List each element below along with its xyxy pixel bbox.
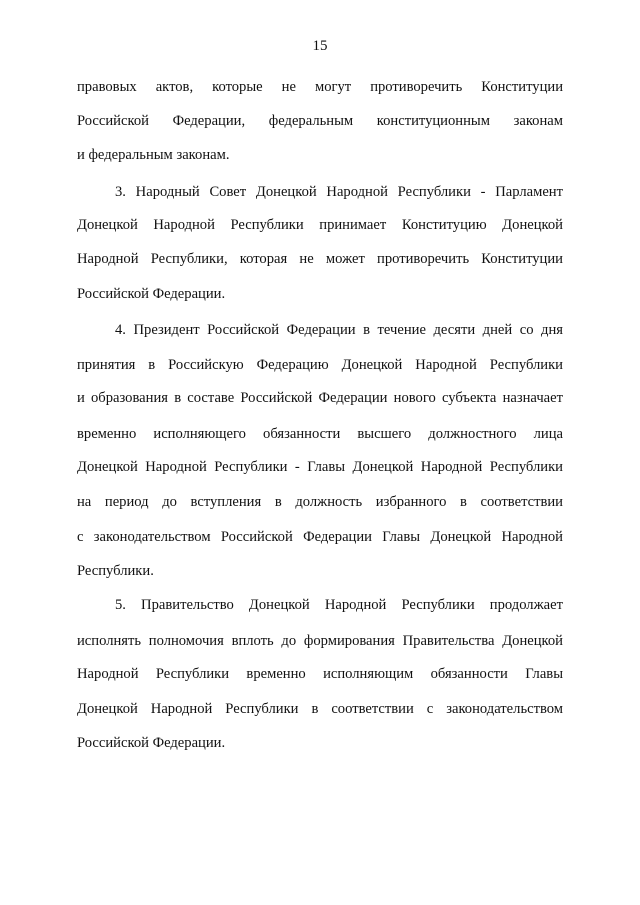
text-line: Донецкой Народной Республики принимает Конституцию Донецкой xyxy=(77,217,563,233)
text-line: правовых актов, которые не могут противоречить Конституции xyxy=(77,79,563,95)
text-line: Народной Республики временно исполняющим обязанности Главы xyxy=(77,666,563,682)
paragraph-3-first-line: 3. Народный Совет Донецкой Народной Республики - Парламент xyxy=(115,184,563,200)
text-line: Донецкой Народной Республики - Главы Донецкой Народной Республики xyxy=(77,459,563,475)
text-line: и образования в составе Российской Федерации нового субъекта назначает xyxy=(77,390,563,406)
text-line: временно исполняющего обязанности высшего должностного лица xyxy=(77,426,563,442)
text-line: Российской Федерации. xyxy=(77,286,226,302)
text-line: Российской Федерации, федеральным конституционным законам xyxy=(77,113,563,129)
paragraph-4-first-line: 4. Президент Российской Федерации в течение десяти дней со дня xyxy=(115,322,563,338)
paragraph-5-first-line: 5. Правительство Донецкой Народной Республики продолжает xyxy=(115,597,563,613)
text-line: Российской Федерации. xyxy=(77,735,226,751)
page-number: 15 xyxy=(312,38,328,54)
text-line: принятия в Российскую Федерацию Донецкой Народной Республики xyxy=(77,357,563,373)
text-line: и федеральным законам. xyxy=(77,147,230,163)
text-line: с законодательством Российской Федерации Главы Донецкой Народной xyxy=(77,529,563,545)
text-line: на период до вступления в должность избранного в соответствии xyxy=(77,494,563,510)
text-line: Республики. xyxy=(77,563,154,579)
text-line: Донецкой Народной Республики в соответствии с законодательством xyxy=(77,701,563,717)
text-line: Народной Республики, которая не может противоречить Конституции xyxy=(77,251,563,267)
text-line: исполнять полномочия вплоть до формирования Правительства Донецкой xyxy=(77,633,563,649)
